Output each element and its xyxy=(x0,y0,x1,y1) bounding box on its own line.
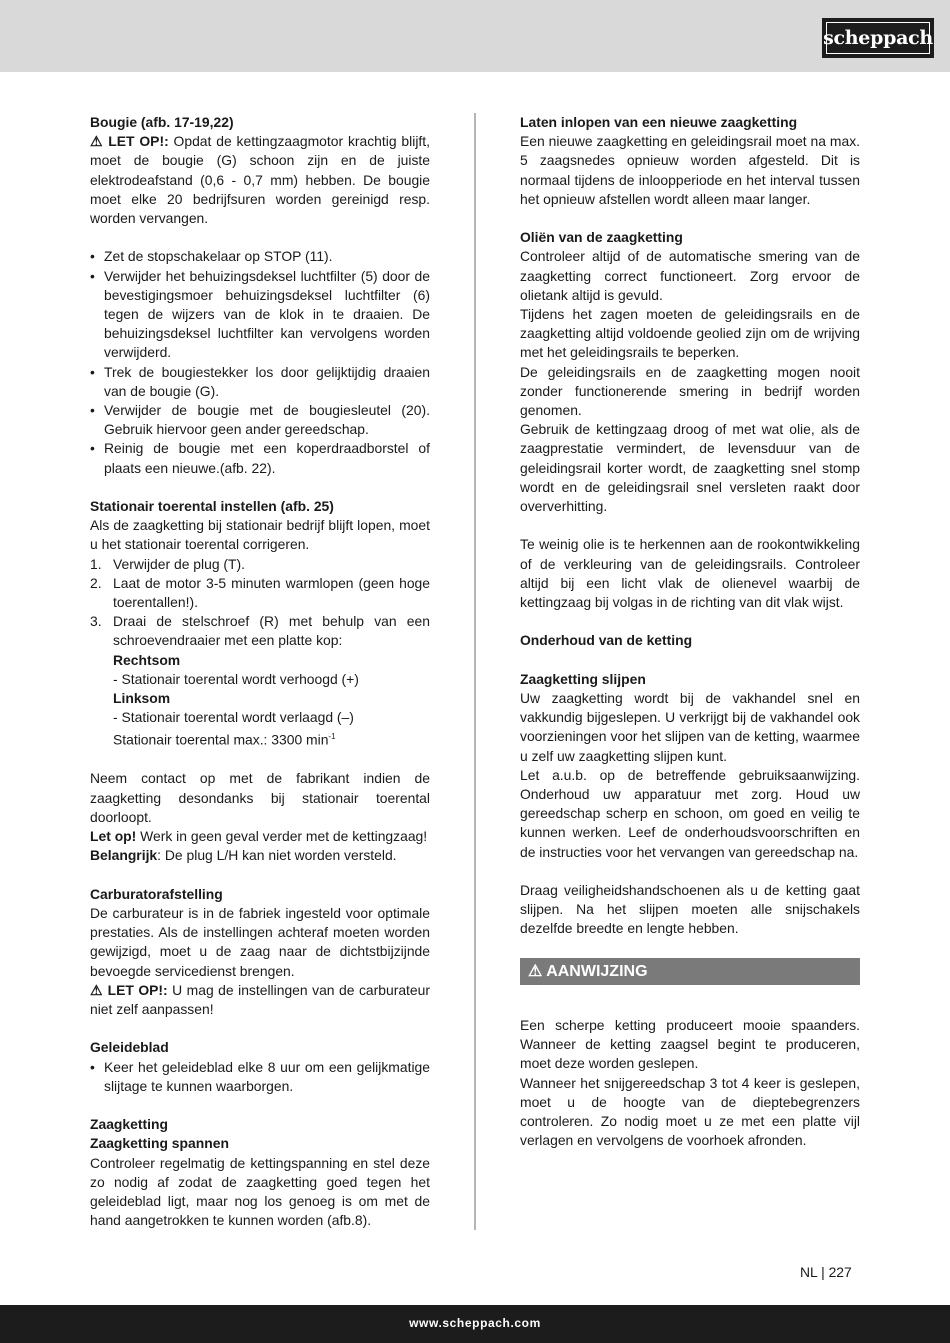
numbered-item: 3. Draai de stelschroef (R) met behulp van een schroevendraaier met een platte kop: xyxy=(90,613,430,649)
paragraph: Let a.u.b. op de betreffende gebruiksaanwijzing. Onderhoud uw apparatuur met zorg. Houd uw gereedschap scherp en schoon, om goed en veilig te kunnen werken. Leef de onderhoudsvoorschriften en de instructies voor het vervangen van gereedschap na. xyxy=(520,766,860,860)
paragraph: Als de zaagketting bij stationair bedrijf blijft lopen, moet u het stationair toerental corrigeren. xyxy=(90,517,430,553)
notice-banner: ⚠ AANWIJZING xyxy=(520,958,860,985)
paragraph: Een scherpe ketting produceert mooie spaanders. Wanneer de ketting zaagsel begint te produceren, moet deze worden geslepen. xyxy=(520,1017,860,1072)
linksom-label: Linksom xyxy=(113,690,171,707)
footer-url[interactable]: www.scheppach.com xyxy=(409,1316,541,1330)
list-item: • Verwijder de bougie met de bougiesleutel (20). Gebruik hiervoor geen ander gereedschap. xyxy=(90,402,430,438)
brand-logo: scheppach xyxy=(822,18,934,58)
linksom-text: - Stationair toerental wordt verlaagd (–) xyxy=(113,709,354,726)
right-column xyxy=(520,113,860,1150)
rechtsom-text: - Stationair toerental wordt verhoogd (+) xyxy=(113,670,359,687)
paragraph: Gebruik de kettingzaag droog of met wat olie, als de zaagprestatie vermindert, de levensduur van de geleidingsrail korter wordt, de zaagketting snel stomp wordt en de geleidingsrail snel versleten raakt door oververhitting. xyxy=(520,421,860,515)
numbered-item: 2. Laat de motor 3-5 minuten warmlopen (geen hoge toerentallen!). xyxy=(90,574,430,611)
header-bar xyxy=(0,0,950,72)
caution-note: Let op! Werk in geen geval verder met de kettingzaag! xyxy=(90,828,428,845)
bougie-warning xyxy=(90,132,430,228)
rechtsom-label: Rechtsom xyxy=(113,651,181,668)
section-heading-carburator: Carburatorafstelling xyxy=(90,885,223,902)
section-heading-olien: Oliën van de zaagketting xyxy=(520,229,683,246)
subheading-slijpen: Zaagketting slijpen xyxy=(520,670,646,687)
paragraph: Wanneer het snijgereedschap 3 tot 4 keer is geslepen, moet u de hoogte van de dieptebegrenzers controleren. Zo nodig moet u ze met een platte vijl verlagen en vervolgens de voorhoek afronden. xyxy=(520,1074,860,1149)
paragraph: Controleer regelmatig de kettingspanning en stel deze zo nodig af zodat de zaagketting goed tegen het geleideblad ligt, maar nog los genoeg is om met de hand aangetrokken te kunnen worden (afb.8). xyxy=(90,1154,430,1229)
paragraph: Te weinig olie is te herkennen aan de rookontwikkeling of de verkleuring van de geleidingsrails. Controleer altijd bij een licht vlak de olienevel waarbij de kettingzaag bij volgas in de richting van dit vlak wijst. xyxy=(520,536,860,611)
subheading-spannen: Zaagketting spannen xyxy=(90,1135,229,1152)
list-item: • Reinig de bougie met een koperdraadborstel of plaats een nieuwe.(afb. 22). xyxy=(90,440,430,476)
paragraph: Een nieuwe zaagketting en geleidingsrail moet na max. 5 zaagsnedes opnieuw worden afgesteld. Dit is normaal tijdens de inloopperiode en het interval tussen het opnieuw afstellen wordt alleen maar langer. xyxy=(520,133,860,207)
important-note: Belangrijk: De plug L/H kan niet worden versteld. xyxy=(90,847,397,864)
paragraph: Uw zaagketting wordt bij de vakhandel snel en vakkundig bijgeslepen. U verkrijgt bij de vakhandel ook voorzieningen voor het slijpen van de ketting, waarmee u zelf uw zaagketting slijpen kunt. xyxy=(520,690,860,764)
paragraph: Neem contact op met de fabrikant indien de zaagketting desondanks bij stationair toerental doorloopt. xyxy=(90,770,430,825)
list-item: • Verwijder het behuizingsdeksel luchtfilter (5) door de bevestigingsmoer behuizingsdeksel luchtfilter (6) tegen de wijzers van de klok in te draaien. De behuizingsdeksel luchtfilter kan vervolgens worden verwijderd. xyxy=(90,267,430,361)
warning-label: ⚠ LET OP!: xyxy=(90,133,169,150)
paragraph: De geleidingsrails en de zaagketting mogen nooit zonder functionerende smering in bedrijf worden genomen. xyxy=(520,363,860,419)
paragraph: Draag veiligheidshandschoenen als u de ketting gaat slijpen. Na het slijpen moeten alle snijschakels dezelfde breedte en lengte hebben. xyxy=(520,882,860,937)
section-heading-stationair: Stationair toerental instellen (afb. 25) xyxy=(90,498,334,515)
carb-warning: ⚠ LET OP!: U mag de instellingen van de carburateur niet zelf aanpassen! xyxy=(90,981,430,1017)
warning-text: Opdat de kettingzaagmotor krachtig blijft, moet de bougie (G) schoon zijn en de juiste elektrodeafstand (0,6 - 0,7 mm) hebben. De bougie moet elke 20 bedrijfsuren worden gereinigd resp. worden vervangen. xyxy=(90,133,430,227)
list-item: • Keer het geleideblad elke 8 uur om een gelijkmatige slijtage te kunnen waarborgen. xyxy=(90,1058,430,1094)
section-heading-inlopen: Laten inlopen van een nieuwe zaagketting xyxy=(520,114,798,130)
max-rpm-text: Stationair toerental max.: 3300 $\min^{-1}$ xyxy=(113,732,336,749)
paragraph: De carburateur is in de fabriek ingesteld voor optimale prestaties. Als de instellingen achteraf moeten worden gewijzigd, moet u de zaag naar de dichtstbijzijnde bevoegde servicedienst brengen. xyxy=(90,904,430,979)
numbered-item: 1. Verwijder de plug (T). xyxy=(90,555,246,572)
column-divider xyxy=(474,113,476,1230)
section-heading-zaagketting: Zaagketting xyxy=(90,1116,168,1133)
section-heading-onderhoud: Onderhoud van de ketting xyxy=(520,632,693,649)
list-item: • Trek de bougiestekker los door gelijktijdig draaien van de bougie (G). xyxy=(90,363,430,399)
list-item: • Zet de stopschakelaar op STOP (11). xyxy=(90,248,333,265)
footer-bar xyxy=(0,1305,950,1343)
section-heading-bougie: Bougie (afb. 17-19,22) xyxy=(90,114,234,130)
paragraph: Tijdens het zagen moeten de geleidingsrails en de zaagketting altijd voldoende geolied zijn om de wrijving met het geleidingsrails te beperken. xyxy=(520,306,860,361)
left-column xyxy=(90,113,430,1230)
paragraph: Controleer altijd of de automatische smering van de zaagketting correct functioneert. Zorg ervoor de olietank altijd is gevuld. xyxy=(520,248,860,303)
section-heading-geleideblad: Geleideblad xyxy=(90,1039,169,1056)
page-number: NL | 227 xyxy=(800,1264,852,1280)
